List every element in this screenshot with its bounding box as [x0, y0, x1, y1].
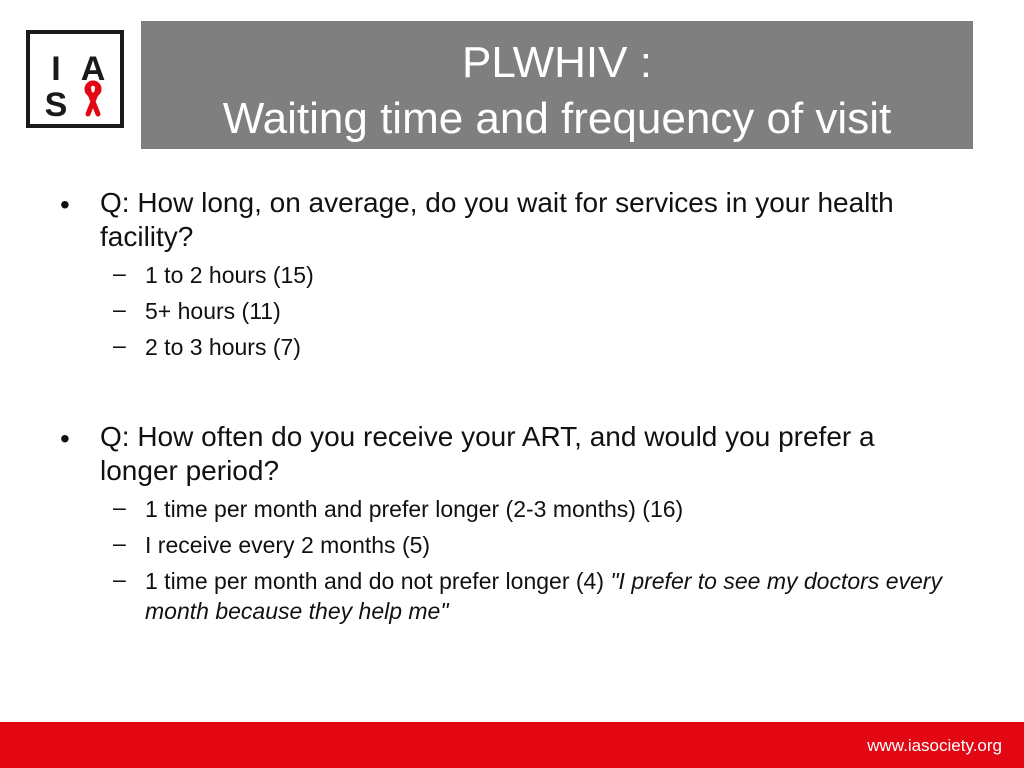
answer-quote: "I prefer to see my doctors every month because they help me" [145, 568, 942, 624]
answer-text: 1 time per month and prefer longer (2-3 months) (16) [145, 496, 684, 522]
answer-text: 1 time per month and do not prefer longer (4) [145, 568, 611, 594]
question-block-2 [60, 420, 960, 626]
ias-logo-graphic [30, 34, 120, 124]
dash-marker: – [113, 296, 126, 322]
slide-content [60, 186, 960, 626]
answer-text: 5+ hours (11) [145, 298, 281, 324]
list-item [113, 332, 960, 362]
logo-letter-s: S [44, 86, 68, 124]
list-item [113, 494, 960, 524]
dash-marker: – [113, 260, 126, 286]
list-item [113, 566, 960, 626]
bullet-dot: • [60, 423, 70, 454]
dash-marker: – [113, 494, 126, 520]
dash-marker: – [113, 566, 126, 592]
answer-text: 2 to 3 hours (7) [145, 334, 301, 360]
title-bar [141, 21, 973, 149]
answer-text: 1 to 2 hours (15) [145, 262, 314, 288]
list-item [113, 296, 960, 326]
logo-letter-a: A [80, 50, 106, 88]
slide-title-line-1: PLWHIV : [462, 38, 652, 87]
ias-logo [26, 30, 124, 128]
answer-list [60, 260, 960, 362]
answer-text: I receive every 2 months (5) [145, 532, 431, 558]
footer-url: www.iasociety.org [867, 736, 1002, 755]
dash-marker: – [113, 530, 126, 556]
dash-marker: – [113, 332, 126, 358]
list-item [113, 260, 960, 290]
bullet-dot: • [60, 189, 70, 220]
footer-bar [0, 722, 1024, 768]
question-text: Q: How long, on average, do you wait for services in your health facility? [100, 187, 894, 252]
logo-letter-i: I [51, 50, 61, 88]
question-text: Q: How often do you receive your ART, and would you prefer a longer period? [100, 421, 875, 486]
list-item [113, 530, 960, 560]
slide-title-line-2: Waiting time and frequency of visit [222, 94, 892, 143]
question-block-1 [60, 186, 960, 362]
answer-list [60, 494, 960, 626]
